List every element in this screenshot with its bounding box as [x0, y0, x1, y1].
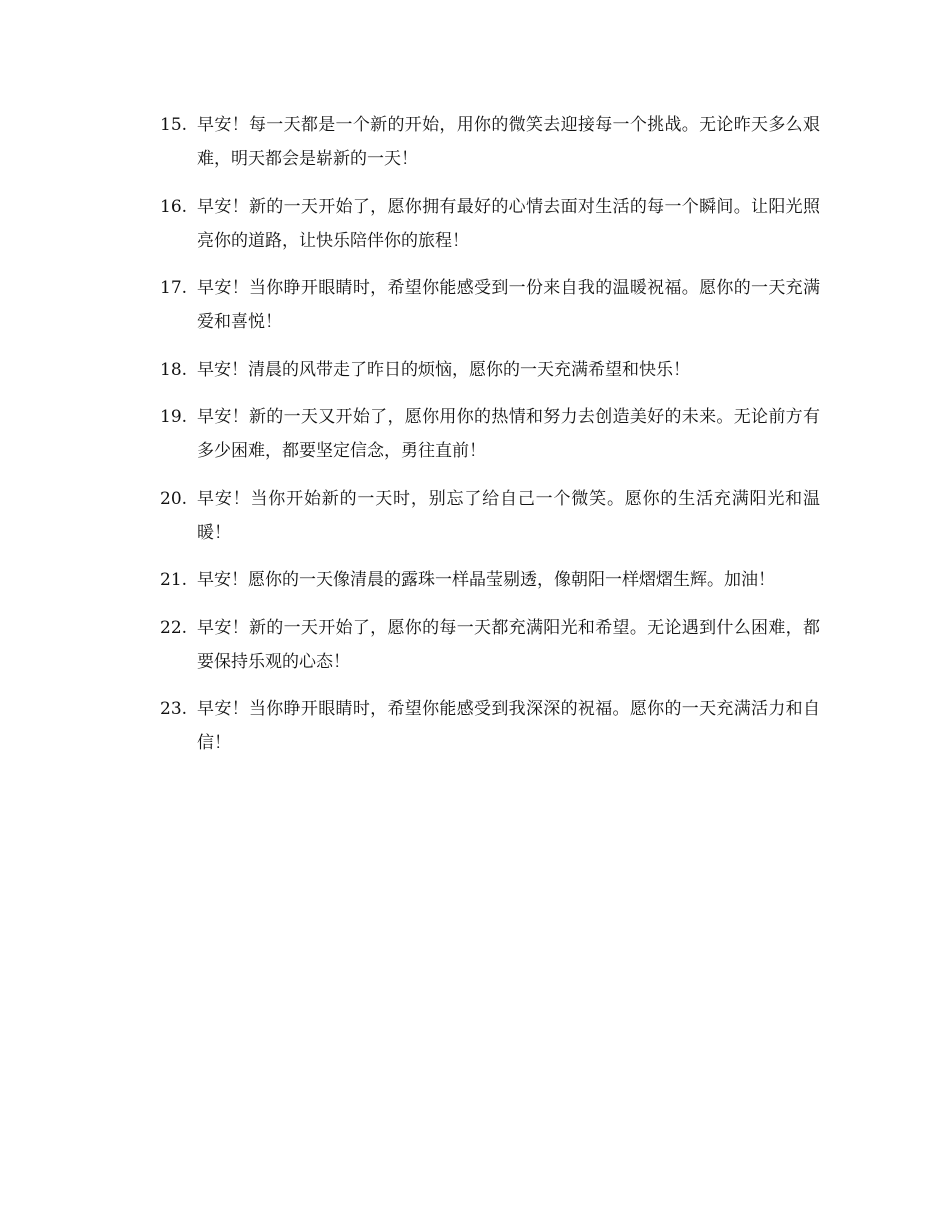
list-item [160, 482, 820, 550]
list-item [160, 190, 820, 258]
item-text: 早安！当你睁开眼睛时，希望你能感受到一份来自我的温暖祝福。愿你的一天充满爱和喜悦！ [197, 278, 820, 332]
item-text: 早安！新的一天开始了，愿你拥有最好的心情去面对生活的每一个瞬间。让阳光照亮你的道路，让快乐陪伴你的旅程！ [197, 196, 820, 251]
item-text: 早安！新的一天又开始了，愿你用你的热情和努力去创造美好的未来。无论前方有多少困难，都要坚定信念，勇往直前！ [197, 407, 820, 461]
item-number: 18. [160, 359, 188, 380]
list-item [160, 353, 820, 387]
item-text: 早安！清晨的风带走了昨日的烦恼，愿你的一天充满希望和快乐！ [197, 359, 690, 380]
item-number: 20. [160, 488, 188, 509]
item-text: 早安！愿你的一天像清晨的露珠一样晶莹剔透，像朝阳一样熠熠生辉。加油！ [197, 570, 775, 590]
item-number: 16. [160, 196, 188, 217]
item-text: 早安！每一天都是一个新的开始，用你的微笑去迎接每一个挑战。无论昨天多么艰难，明天都会是崭新的一天！ [197, 115, 820, 169]
list-item [160, 400, 820, 468]
item-number: 23. [160, 699, 188, 719]
item-number: 21. [160, 570, 188, 590]
item-number: 15. [160, 115, 188, 135]
list-item [160, 692, 820, 760]
list-item [160, 611, 820, 679]
item-text: 早安！新的一天开始了，愿你的每一天都充满阳光和希望。无论遇到什么困难，都要保持乐观的心态！ [197, 617, 820, 672]
item-number: 19. [160, 407, 188, 427]
list-item [160, 563, 820, 597]
item-text: 早安！当你睁开眼睛时，希望你能感受到我深深的祝福。愿你的一天充满活力和自信！ [197, 699, 820, 753]
list-item [160, 271, 820, 339]
greeting-list [160, 108, 820, 774]
item-number: 22. [160, 617, 188, 638]
item-number: 17. [160, 278, 188, 298]
list-item [160, 108, 820, 176]
item-text: 早安！当你开始新的一天时，别忘了给自己一个微笑。愿你的生活充满阳光和温暖！ [197, 488, 820, 543]
